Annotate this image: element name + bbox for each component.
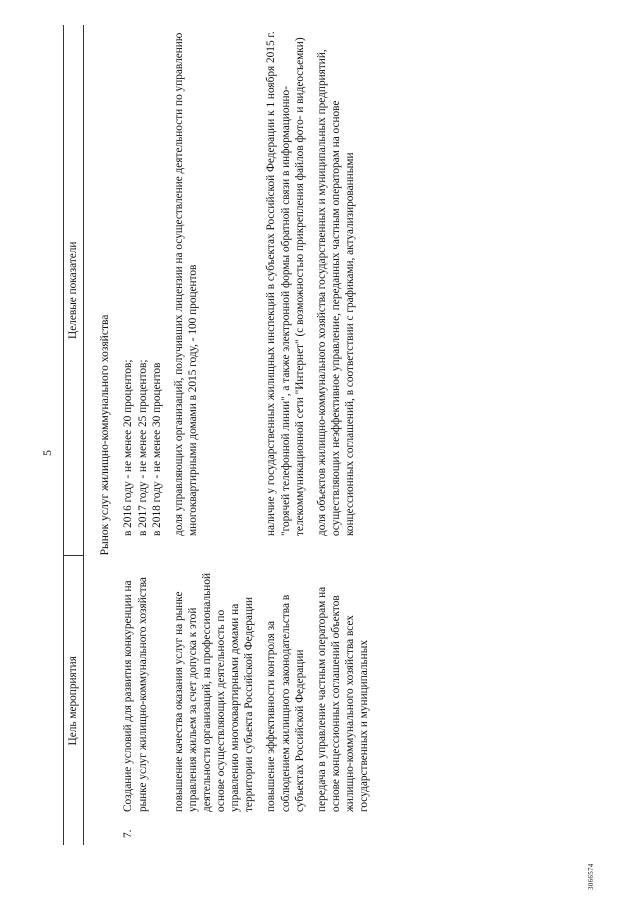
row-number [264, 812, 314, 845]
table-header-row [64, 25, 84, 845]
row-goal: Создание условий для развития конкуренции на рынке услуг жилищно-коммунального хозяйства [122, 576, 149, 812]
page-number: 5 [40, 449, 54, 456]
table-row [172, 25, 265, 845]
row-indicators: доля объектов жилищно-коммунального хозяйства государственных и муниципальных предприятий, осуществляющих неэффективное управление, переданных частным операторам на основе концессионных соглашений, в соответствии с графиками, актуализированными [315, 48, 357, 536]
row-number [315, 812, 379, 845]
section-row [84, 25, 122, 845]
row-indicators: наличие у государственных жилищных инспекций в субъектах Российской Федерации к 1 ноября 2015 г. "горячей телефонной линии", а также электронной формы обратной связи в информационно-телекоммуникационной сети "Интернет" (с возможностью прикрепления файлов фото- и видеосъемки) [265, 30, 306, 536]
document-code: 3066574 [587, 862, 595, 890]
indicator-line: в 2018 году - не менее 30 процентов [150, 362, 163, 536]
table-row [121, 25, 171, 845]
table-row [264, 25, 314, 845]
row-indicators: доля управляющих организаций, получивших лицензии на осуществление деятельности по управлению многоквартирными домами в 2015 году, - 100 процентов [172, 32, 199, 536]
header-indicators: Целевые показатели [64, 25, 84, 556]
section-title: Рынок услуг жилищно-коммунального хозяйства [99, 314, 112, 555]
rotated-page [15, 8, 625, 898]
measures-table [63, 25, 379, 845]
indicator-line: в 2016 году - не менее 20 процентов; [122, 359, 135, 536]
row-number [172, 812, 265, 845]
row-goal: передача в управление частным операторам на основе концессионных соглашений объектов жилищно-коммунального хозяйства всех государственных и муниципальных [315, 586, 371, 812]
table-row [315, 25, 379, 845]
row-indicators [121, 25, 171, 556]
header-goal: Цель мероприятия [64, 556, 84, 845]
row-number: 7. [122, 829, 135, 838]
row-goal: повышение качества оказания услуг на рынке управления жильем за счет допуска к этой деятельности организаций, на профессиональной основе осуществляющих деятельность по управлению многоквартирными домами на территории субъекта Российской Федерации [172, 572, 256, 812]
row-goal: повышение эффективности контроля за соблюдением жилищного законодательства в субъектах Российской Федерации [265, 594, 306, 812]
indicator-line: в 2017 году - не менее 25 процентов; [136, 359, 149, 536]
